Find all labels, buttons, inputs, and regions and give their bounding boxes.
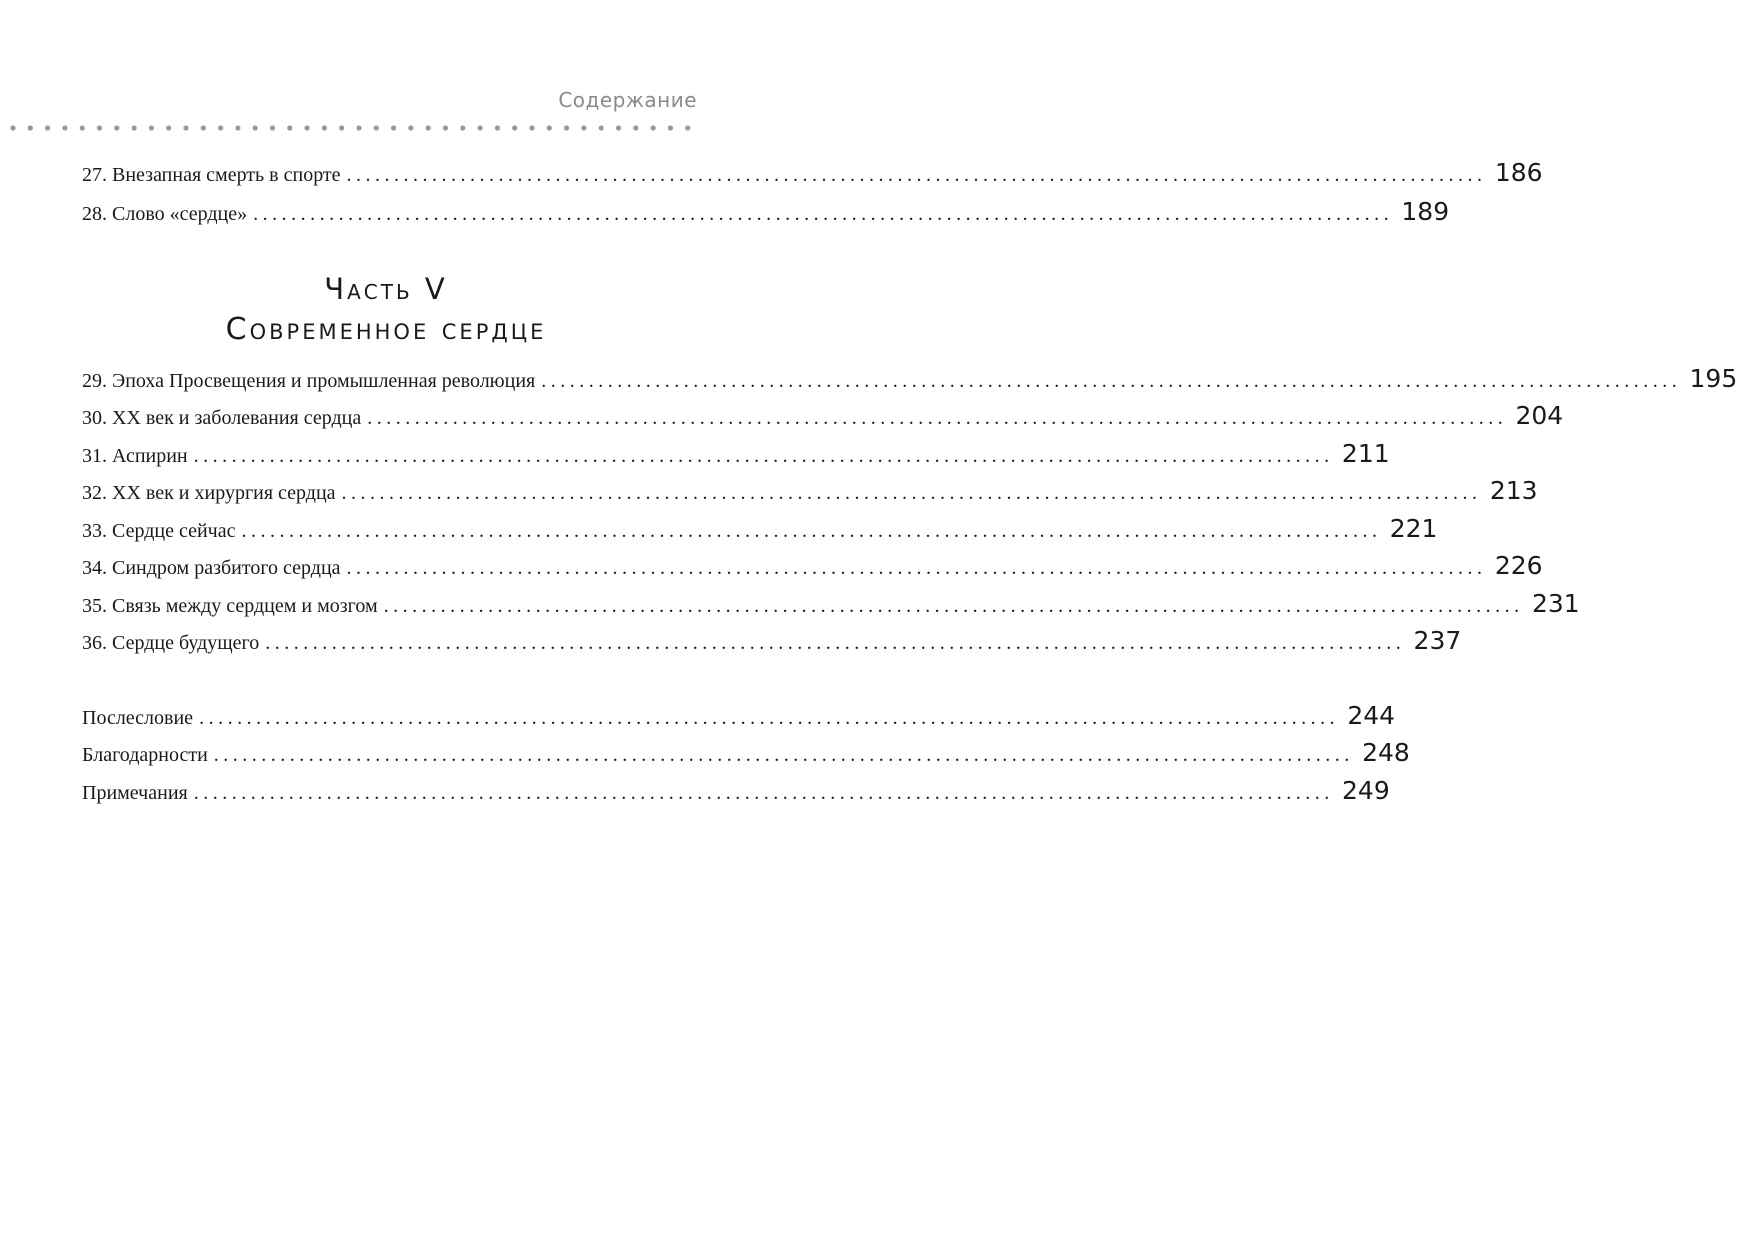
dot-leader: ........................................................................................................................	[346, 557, 1487, 579]
divider-dot	[374, 125, 379, 130]
divider-dot	[62, 125, 67, 130]
divider-dot	[166, 125, 171, 130]
toc-entry-page: 213	[1489, 476, 1538, 505]
dot-leader: ........................................................................................................................	[193, 445, 1334, 467]
toc-entry-title: 36. Сердце будущего	[82, 632, 260, 654]
toc-entry	[82, 551, 1543, 585]
toc-entry-page: 221	[1389, 514, 1438, 543]
dot-leader: ........................................................................................................................	[341, 482, 1482, 504]
toc-entry-title: 33. Сердце сейчас	[82, 520, 236, 542]
divider-dot	[564, 125, 569, 130]
divider-dot	[495, 125, 500, 130]
part-number: Часть V	[324, 272, 448, 306]
divider-dot	[80, 125, 85, 130]
dot-leader: ........................................................................................................................	[199, 707, 1340, 729]
toc-entry-title: Послесловие	[82, 707, 194, 729]
divider-dot	[651, 125, 656, 130]
divider-dot	[183, 125, 188, 130]
toc-entry	[82, 158, 1543, 192]
dot-leader: ........................................................................................................................	[541, 370, 1682, 392]
divider-dot	[339, 125, 344, 130]
divider-dot	[599, 125, 604, 130]
toc-entry-page: 189	[1401, 197, 1450, 226]
part-title: Современное сердце	[225, 312, 547, 347]
toc-entry-page: 226	[1494, 551, 1543, 580]
toc-entry-title: 30. XX век и заболевания сердца	[82, 407, 362, 429]
divider-dot	[668, 125, 673, 130]
toc-entry-title: 32. XX век и хирургия сердца	[82, 482, 336, 504]
dot-leader: ........................................................................................................................	[367, 407, 1508, 429]
toc-entry	[82, 738, 1410, 772]
running-head: Содержание	[558, 88, 697, 112]
divider-dot	[581, 125, 586, 130]
divider-dot	[10, 125, 15, 130]
divider-dot	[443, 125, 448, 130]
toc-entry	[82, 476, 1538, 510]
divider-dot	[547, 125, 552, 130]
divider-dot	[287, 125, 292, 130]
divider-dot	[426, 125, 431, 130]
toc-entry	[82, 626, 1462, 660]
divider-dot	[391, 125, 396, 130]
divider-dot	[149, 125, 154, 130]
toc-entry	[82, 589, 1580, 623]
divider-dot	[478, 125, 483, 130]
toc-entry-title: 35. Связь между сердцем и мозгом	[82, 595, 378, 617]
divider-dot	[114, 125, 119, 130]
toc-entry	[82, 514, 1438, 548]
divider-dot	[356, 125, 361, 130]
dot-leader: ........................................................................................................................	[241, 520, 1382, 542]
toc-entry	[82, 439, 1390, 473]
divider-dot	[616, 125, 621, 130]
toc-entry-page: 249	[1342, 776, 1390, 805]
dot-leader: ........................................................................................................................	[253, 203, 1394, 225]
toc-entry	[82, 197, 1450, 231]
divider-dot	[305, 125, 310, 130]
toc-entry	[82, 364, 1737, 398]
toc-entry-page: 244	[1347, 701, 1396, 730]
divider-dot	[322, 125, 327, 130]
dot-leader: ........................................................................................................................	[193, 782, 1334, 804]
toc-entry	[82, 401, 1564, 435]
divider-dot	[201, 125, 206, 130]
divider-dot	[28, 125, 33, 130]
divider-dot	[685, 125, 690, 130]
toc-entry-page: 186	[1494, 158, 1543, 187]
dot-leader: ........................................................................................................................	[213, 744, 1354, 766]
divider-dot	[97, 125, 102, 130]
dotted-divider	[8, 118, 698, 138]
divider-dot	[218, 125, 223, 130]
divider-dot	[512, 125, 517, 130]
divider-dot	[529, 125, 534, 130]
divider-dot	[253, 125, 258, 130]
toc-entry-page: 211	[1341, 439, 1390, 468]
toc-entry-page: 248	[1362, 738, 1410, 767]
toc-entry	[82, 701, 1396, 735]
toc-entry-title: Примечания	[82, 782, 188, 804]
divider-dot	[633, 125, 638, 130]
toc-entry	[82, 776, 1390, 810]
toc-entry-page: 231	[1531, 589, 1580, 618]
toc-entry-title: 34. Синдром разбитого сердца	[82, 557, 341, 579]
toc-entry-page: 195	[1689, 364, 1737, 393]
toc-entry-title: 28. Слово «сердце»	[82, 203, 248, 225]
toc-entry-title: Благодарности	[82, 744, 208, 766]
toc-entry-title: 31. Аспирин	[82, 445, 188, 467]
toc-entry-title: 29. Эпоха Просвещения и промышленная революция	[82, 370, 536, 392]
divider-dot	[235, 125, 240, 130]
toc-entry-title: 27. Внезапная смерть в спорте	[82, 164, 341, 186]
toc-entry-page: 204	[1515, 401, 1564, 430]
divider-dot	[132, 125, 137, 130]
divider-dot	[45, 125, 50, 130]
dot-leader: ........................................................................................................................	[346, 164, 1487, 186]
dot-leader: ........................................................................................................................	[383, 595, 1524, 617]
dot-leader: ........................................................................................................................	[265, 632, 1406, 654]
divider-dot	[460, 125, 465, 130]
divider-dot	[408, 125, 413, 130]
divider-dot	[270, 125, 275, 130]
toc-entry-page: 237	[1413, 626, 1462, 655]
